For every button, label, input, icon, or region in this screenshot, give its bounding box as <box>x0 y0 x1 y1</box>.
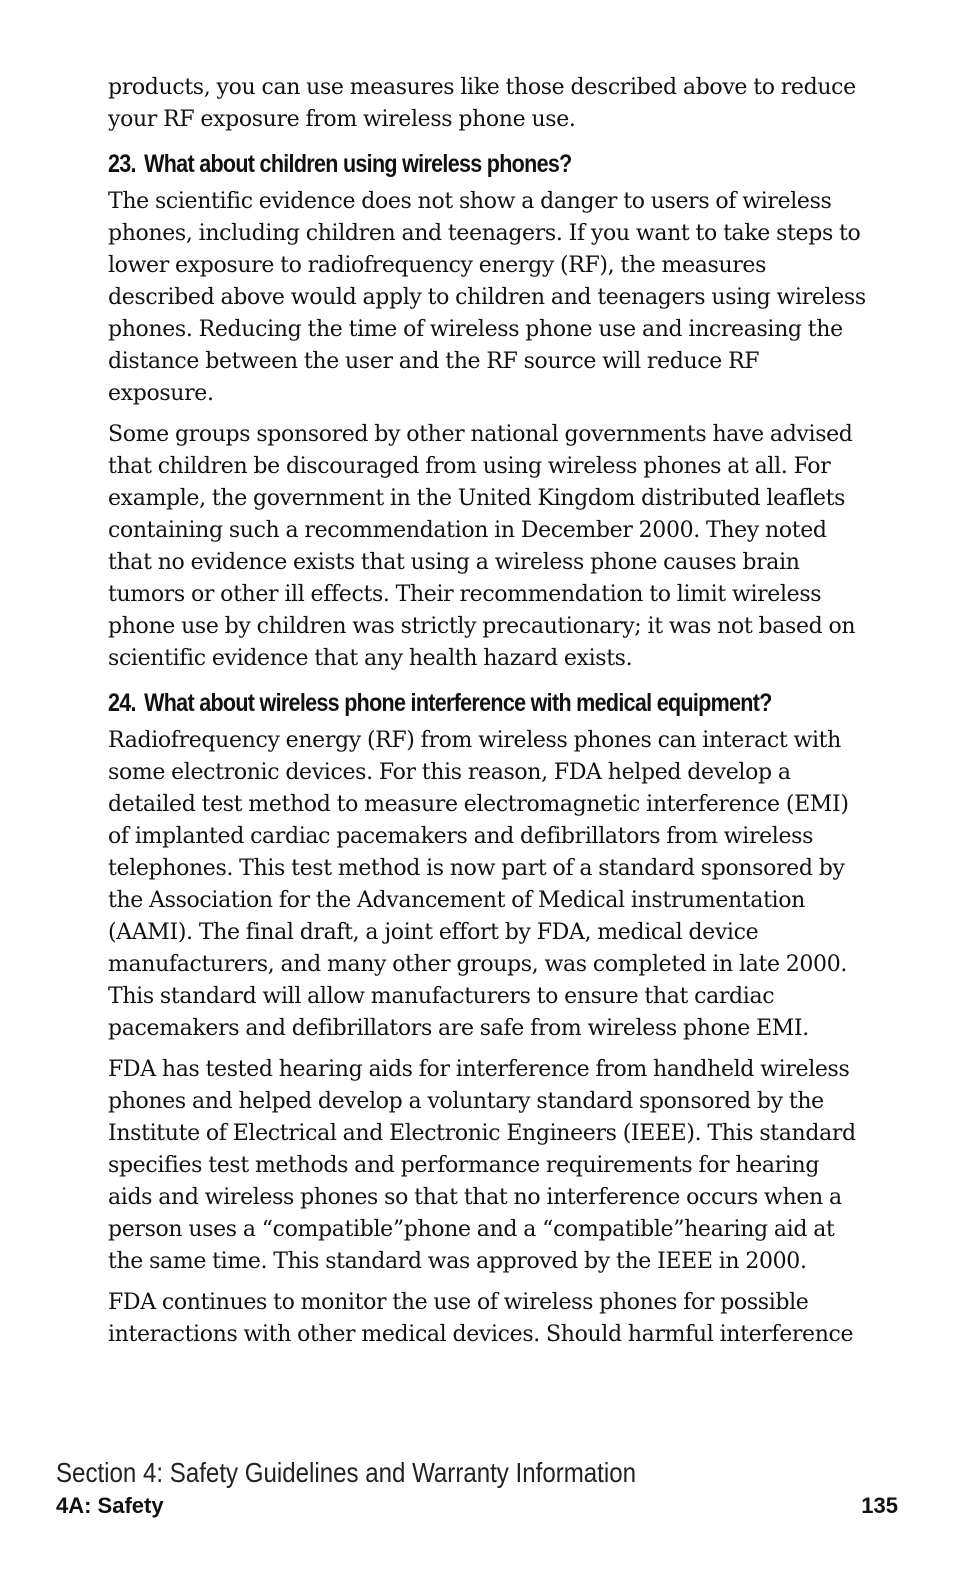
footer-section-title: Section 4: Safety Guidelines and Warranty Information <box>56 1457 637 1488</box>
page-number: 135 <box>861 1493 898 1518</box>
question-24-number: 24. <box>108 689 136 717</box>
paragraph-hearing-aids: FDA has tested hearing aids for interference from handheld wireless phones and helped develop a voluntary standard sponsored by the Institute of Electrical and Electronic Engineers (IEEE). This standard specifies test methods and performance requirements for hearing aids and wireless phones so that that no interference occurs when a person uses a “compatible”phone and a “compatible”hearing aid at the same time. This standard was approved by the IEEE in 2000. <box>108 1057 856 1274</box>
question-23-heading <box>108 145 866 183</box>
paragraph-children-evidence: The scientific evidence does not show a danger to users of wireless phones, including children and teenagers. If you want to take steps to lower exposure to radiofrequency energy (RF), the measures described above would apply to children and teenagers using wireless phones. Reducing the time of wireless phone use and increasing the distance between the user and the RF source will reduce RF exposure. <box>108 189 866 406</box>
question-24-title: What about wireless phone interference with medical equipment? <box>144 689 772 717</box>
question-23-title: What about children using wireless phones? <box>144 150 572 178</box>
question-23-number: 23. <box>108 150 136 178</box>
page-content <box>108 72 868 1360</box>
paragraph-rf-devices: Radiofrequency energy (RF) from wireless phones can interact with some electronic devices. For this reason, FDA helped develop a detailed test method to measure electromagnetic interference (EMI) of implanted cardiac pacemakers and defibrillators from wireless telephones. This test method is now part of a standard sponsored by the Association for the Advancement of Medical instrumentation (AAMI). The final draft, a joint effort by FDA, medical device manufacturers, and many other groups, was completed in late 2000. This standard will allow manufacturers to ensure that cardiac pacemakers and defibrillators are safe from wireless phone EMI. <box>108 728 849 1041</box>
footer-subsection: 4A: Safety <box>56 1493 164 1518</box>
paragraph-continued: products, you can use measures like those described above to reduce your RF exposure from wireless phone use. <box>108 75 856 132</box>
paragraph-national-governments: Some groups sponsored by other national governments have advised that children be discouraged from using wireless phones at all. For example, the government in the United Kingdom distributed leaflets containing such a recommendation in December 2000. They noted that no evidence exists that using a wireless phone causes brain tumors or other ill effects. Their recommendation to limit wireless phone use by children was strictly precautionary; it was not based on scientific evidence that any health hazard exists. <box>108 422 856 671</box>
question-24-heading <box>108 684 866 722</box>
paragraph-fda-monitor: FDA continues to monitor the use of wireless phones for possible interactions with other medical devices. Should harmful interference <box>108 1290 854 1347</box>
